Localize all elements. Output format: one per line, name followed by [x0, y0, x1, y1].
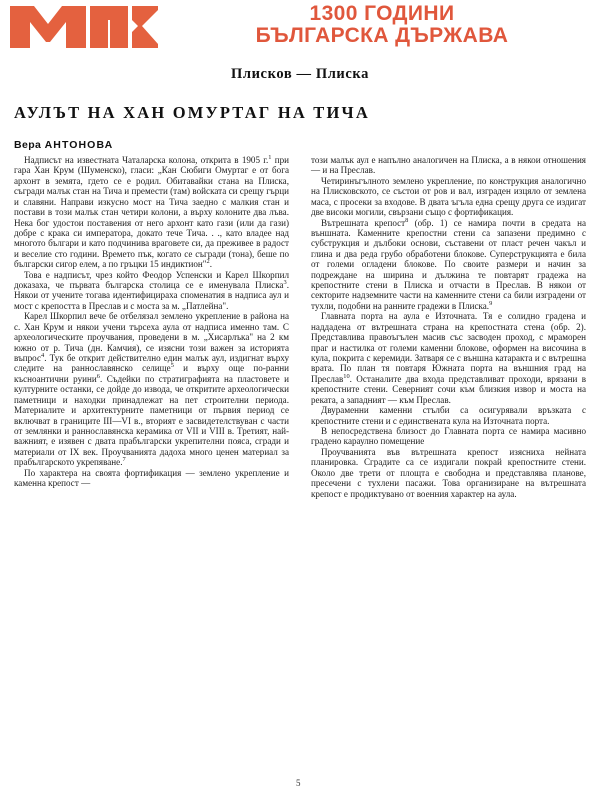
footnote-marker[interactable]: 9: [489, 299, 493, 307]
body-paragraph: Това е надписът, чрез който Феодор Успенски и Карел Шкорпил доказаха, че първата българска столица се е именувала Плиска$^3$. Някои от учените тогава идентифицираха споменатия в надписа аул и мост с крепостта в Преслав и с моста за м. „Патлейна".: [14, 269, 289, 311]
body-paragraph: В непосредствена близост до Главната порта се намира масивно градено караулно помещение: [311, 425, 586, 447]
masthead-title-line-1: 1300 ГОДИНИ: [309, 2, 455, 25]
page-number: 5: [296, 778, 301, 788]
column-right: [311, 155, 586, 499]
mpk-logo-icon: [8, 2, 158, 52]
body-columns: [14, 155, 586, 499]
body-paragraph: Вътрешната крепост$^8$ (обр. 1) се намира почти в средата на външната. Каменните крепостни стени са запазени предимно с субструкция и дълбоки основи, съставени от пласт речен чакъл и глина и два реда грубо обработени блокове. Суперструкцията е била от големи огладени блокове. По своите размери и начин за подреждане на ширина и дължина те повтарят градежа на крепостните стени в Плиска и отчасти в Преслав. В някои от секторите надземните части на каменните стени са били изградени от тухли, подобни на ранните градежи в Плиска.$^9$: [311, 216, 586, 311]
footnote-marker[interactable]: 10: [343, 372, 350, 380]
body-paragraph: Главната порта на аула е Източната. Тя е солидно градена и наддадена от вътрешната страна на крепостната стена (обр. 2). Представлива правоъгълен масив със засводен проход, с мраморен праг и настилка от големи каменни блокове, оформен на височина в кула, покрита с керемиди. Затваря се с външна катаракта и с вътрешна врата. По план тя повтаря Южната порта на външния град на Преслав$^{10}$. Останалите два входа представливат проходи, врязани в крепостните стени. Северният сочи към близкия извор и моста на реката, а западният — към Преслав.: [311, 311, 586, 405]
body-paragraph: Четиринъгълното землено укрепление, по конструкция аналогично на Плисковското, се състои от ров и вал, изграден изцяло от землена маса, с просеки за входове. В двата ъгъла една срещу друга се издигат две високи могили, свързани също с фортификация.: [311, 175, 586, 218]
body-paragraph: Карел Шкорпил вече бе отбелязал землено укрепление в района на с. Хан Крум и някои учени търсеха аула от надписа именно там. С археологическите проучвания, проведени в м. „Хисарлъка" на 2 км южно от р. Тича (дн. Камчия), се изясни този важен за историята въпрос$^4$. Тук бе открит действително един малък аул, издигнат върху следите на раннославянско селище$^5$ и върху още по-ранни късноантични руини$^6$. Съдейки по стратиграфията на пластовете и културните останки, се дойде до извода, че откритите археологически паметници и находки принадлежат на пет строителни периода. Материалите и архитектурните паметници от първия период се включват в границите III—VI в., вторият е засвидетелствуван с части от землянки и раннославянска керамика от VII и VIII в. Третият, най-важният, е изявен с двата прабългарски укрепителни пояса, сгради и материали от IX век. Проучванията дадоха много ценен материал за прабългарското укрепяване.$^7$: [14, 311, 290, 468]
author-first-name: Вера: [14, 139, 42, 151]
footnote-marker[interactable]: 3: [283, 279, 287, 287]
footnote-marker[interactable]: 4: [41, 351, 45, 359]
series-title: Плисков — Плиска: [230, 66, 370, 82]
footnote-marker[interactable]: 8: [405, 216, 409, 224]
footnote-marker[interactable]: 5: [170, 362, 174, 370]
masthead-titles: [212, 3, 552, 47]
author-last-name: АНТОНОВА: [44, 139, 114, 151]
byline: [14, 139, 600, 151]
article-title: АУЛЪТ НА ХАН ОМУРТАГ НА ТИЧА: [14, 103, 370, 122]
mpk-logo: [8, 2, 158, 52]
body-paragraph: този малък аул е напълно аналогичен на Плиска, а в някои отношения — и на Преслав.: [311, 155, 586, 176]
column-left: [14, 155, 289, 499]
body-paragraph: По характера на своята фортификация — землено укрепление и каменна крепост —: [14, 467, 289, 489]
masthead-title-line-2: БЪЛГАРСКА ДЪРЖАВА: [255, 24, 509, 48]
body-paragraph: Надписът на известната Чаталарска колона, открита в 1905 г.$^1$ при гара Хан Крум (Шуменско), гласи: „Кан Сюбиги Омуртаг е от бога архонт в земята, гдето се е родил. Обитавайки стана на Плиска, съгради малък стан на Тича и премести (там) войската си срещу гърци и славяни. Направи изкусно мост на Тича заедно с малкия стан и постави в този малък стан четири колони, а върху колоните два лъва. Нека бог удостои поставения от него архонт като гази (или да гази) добре с крака си императора, докато тече Тича. . ., като владее над многото българи и като подчинива враговете си, да преживее в радост и веселие сто години. Времето пък, когато се съгради (тона), беше по български сигор елем, а по гръцки 15 индиктион"$^2$.: [14, 153, 289, 270]
footnote-marker[interactable]: 1: [268, 153, 272, 161]
body-paragraph: Двураменни каменни стълби са осигурявали връзката с крепостните стени и с единствената кула на Източната порта.: [311, 405, 586, 426]
masthead: [0, 0, 600, 58]
footnote-marker[interactable]: 2: [206, 258, 210, 266]
body-paragraph: Проучванията във вътрешната крепост изясниха нейната планировка. Сградите са се издигали покрай крепостните стени. Около две трети от площта е свободна и представлява планове, пресечени с тухлени пасажи. Това организиране на вътрешната крепост е продиктувано от военния характер на аула.: [311, 446, 586, 499]
footnote-marker[interactable]: 7: [122, 456, 126, 464]
footnote-marker[interactable]: 6: [96, 372, 100, 380]
